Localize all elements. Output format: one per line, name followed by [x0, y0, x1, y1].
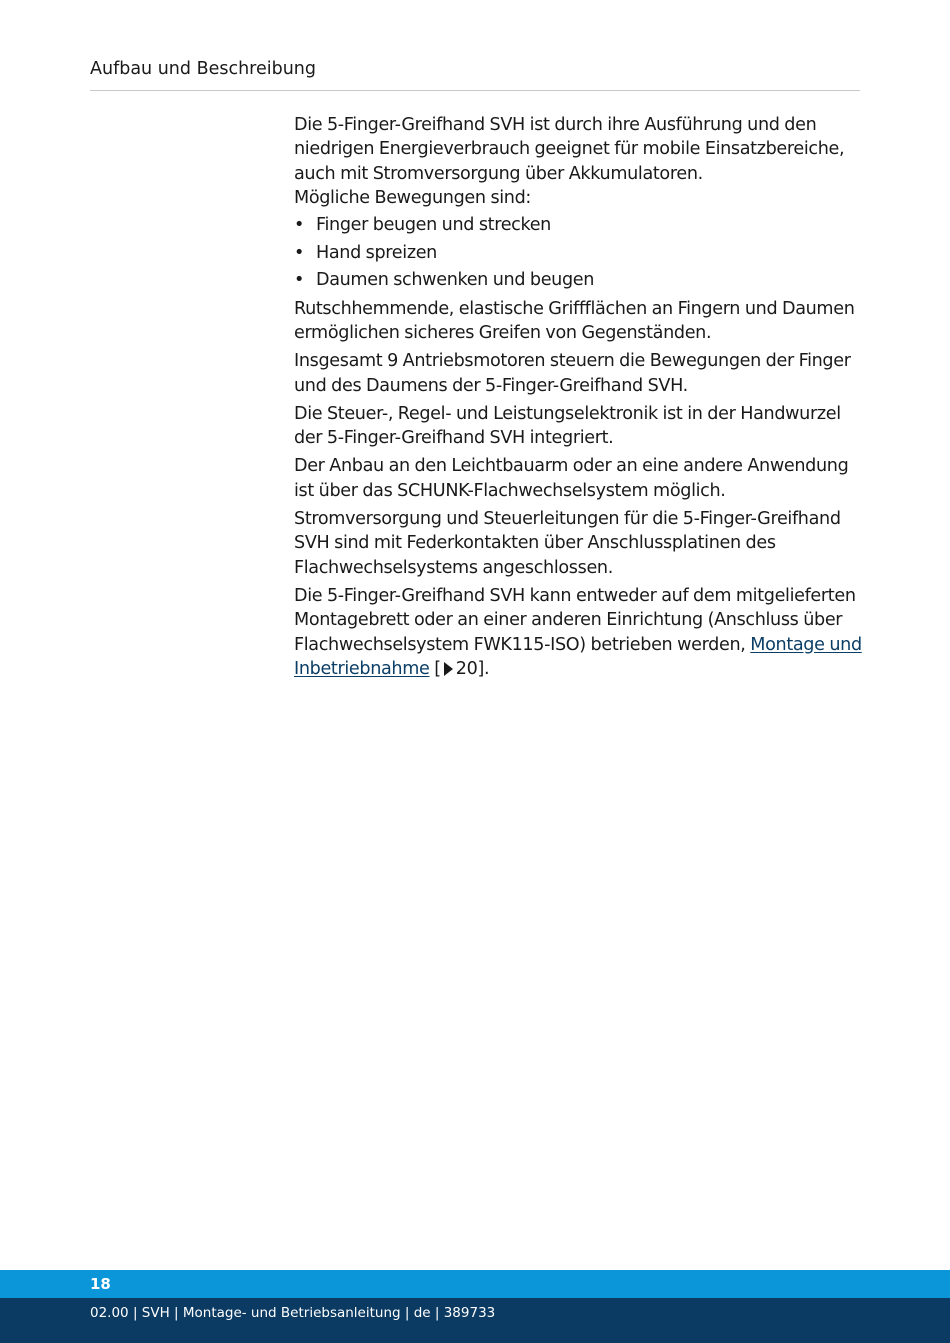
page-reference-arrow-icon — [444, 662, 453, 676]
reference-open: [ — [434, 658, 441, 679]
power-paragraph: Stromversorgung und Steuerleitungen für die 5-Finger-Greifhand SVH sind mit Federkontakten über Anschlussplatinen des Flachwechselsystems angeschlossen. — [294, 509, 841, 578]
operation-paragraph — [294, 584, 864, 681]
mounting-paragraph: Der Anbau an den Leichtbauarm oder an eine andere Anwendung ist über das SCHUNK-Flachwechselsystem möglich. — [294, 456, 849, 501]
footer-info-band — [0, 1298, 950, 1343]
bullet-icon: • — [294, 215, 305, 236]
main-content — [294, 113, 864, 685]
document-info: 02.00 | SVH | Montage- und Betriebsanleitung | de | 389733 — [90, 1305, 496, 1321]
electronics-paragraph: Die Steuer-, Regel- und Leistungselektronik ist in der Handwurzel der 5-Finger-Greifhand SVH integriert. — [294, 403, 841, 449]
list-item-text: Daumen schwenken und beugen — [316, 270, 595, 291]
grip-paragraph: Rutschhemmende, elastische Griffflächen an Fingern und Daumen ermöglichen sicheres Greifen von Gegenständen. — [294, 298, 855, 343]
reference-page: 20 — [455, 658, 478, 679]
motors-paragraph: Insgesamt 9 Antriebsmotoren steuern die Bewegungen der Finger und des Daumens der 5-Finger-Greifhand SVH. — [294, 351, 851, 396]
operation-text: Die 5-Finger-Greifhand SVH kann entweder auf dem mitgelieferten Montagebrett oder an einer anderen Einrichtung (Anschluss über Flachwechselsystem FWK115-ISO) betrieben werden, — [294, 585, 856, 655]
page-number: 18 — [90, 1275, 111, 1293]
bullet-icon: • — [294, 242, 305, 263]
list-item-text: Hand spreizen — [316, 242, 437, 263]
reference-close: ]. — [477, 658, 490, 679]
bullet-icon: • — [294, 270, 305, 291]
list-item — [294, 241, 864, 265]
page-header — [90, 57, 860, 91]
intro-paragraph: Die 5-Finger-Greifhand SVH ist durch ihre Ausführung und den niedrigen Energieverbrauch geeignet für mobile Einsatzbereiche, auch mit Stromversorgung über Akkumulatoren. — [294, 115, 845, 184]
section-title: Aufbau und Beschreibung — [90, 59, 317, 79]
list-item-text: Finger beugen und strecken — [316, 215, 551, 236]
montage-link[interactable]: Montage und Inbetriebnahme — [294, 634, 862, 679]
movement-list — [294, 213, 864, 292]
list-item — [294, 268, 864, 292]
list-item — [294, 213, 864, 237]
movements-heading: Mögliche Bewegungen sind: — [294, 187, 531, 208]
footer-page-band — [0, 1270, 950, 1298]
